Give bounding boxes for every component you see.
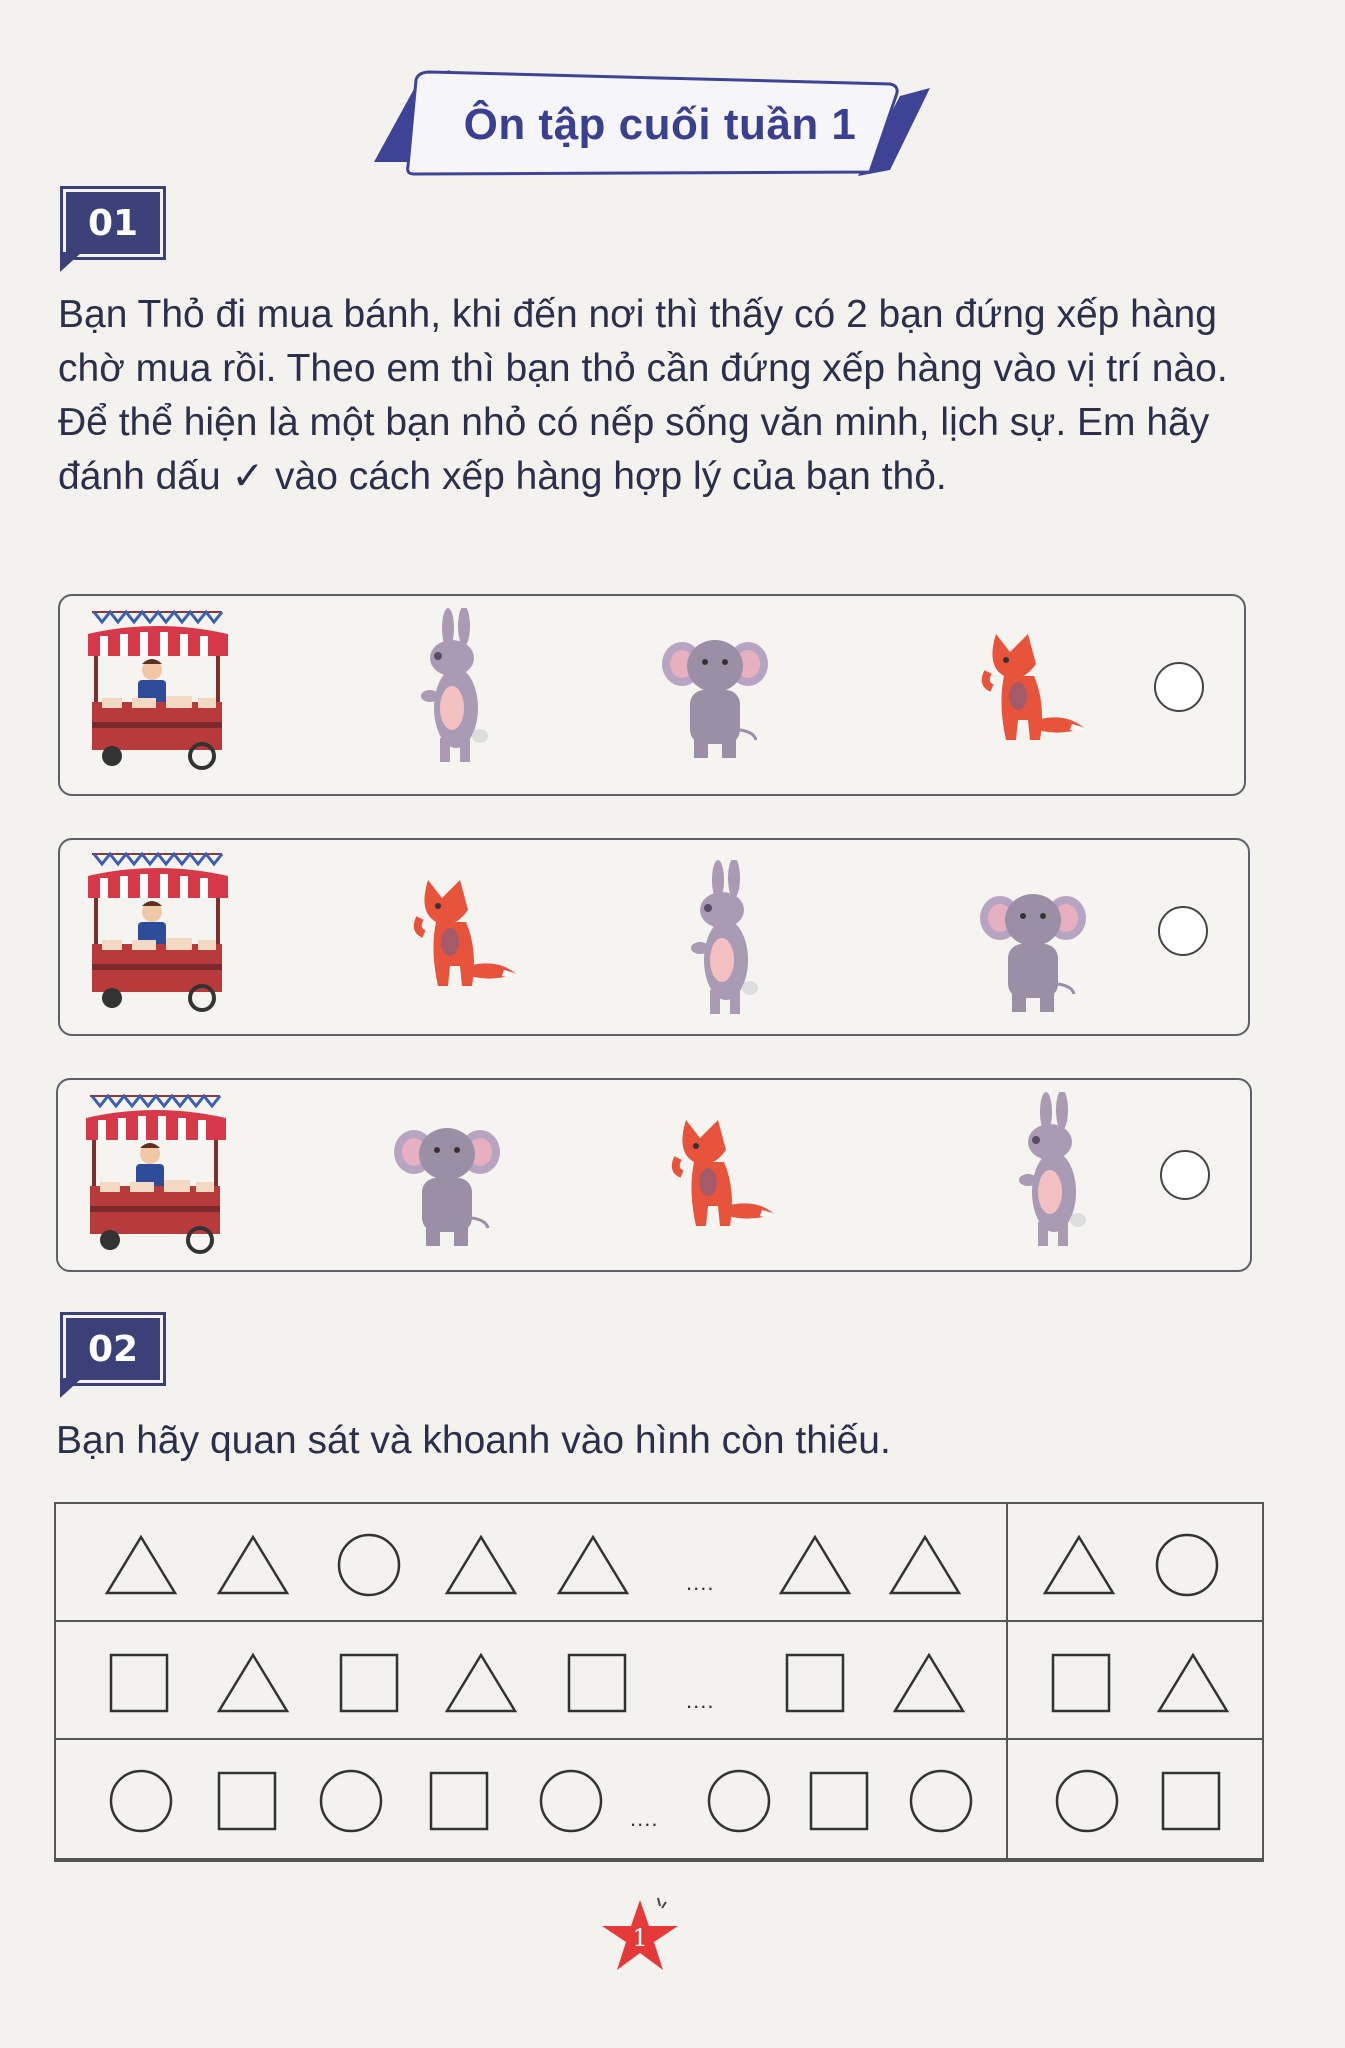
section-number: 01 [60,186,166,260]
triangle-shape [104,1534,178,1596]
badge-tail [60,1378,82,1398]
badge-tail [60,252,82,272]
pattern-row-3 [56,1740,1262,1860]
option-3-checkbox[interactable] [1160,1150,1210,1200]
circle-shape [538,1768,604,1834]
square-shape [108,1652,170,1714]
pattern-row-1 [56,1504,1262,1622]
triangle-shape [216,1652,290,1714]
square-shape [338,1652,400,1714]
choice-square[interactable] [1050,1652,1112,1714]
choice-circle[interactable] [1054,1768,1120,1834]
triangle-shape [892,1652,966,1714]
rabbit-icon [1008,1092,1098,1252]
missing-blank: .... [630,1806,659,1831]
rabbit-icon [680,860,770,1020]
answer-column-divider [1006,1504,1008,1860]
circle-shape [908,1768,974,1834]
section-number: 02 [60,1312,166,1386]
elephant-icon [660,630,770,760]
triangle-shape [778,1534,852,1596]
section-01-badge [56,186,166,276]
missing-blank: .... [686,1570,715,1595]
option-2-checkbox[interactable] [1158,906,1208,956]
page-title: Ôn tập cuối tuần 1 [463,100,857,149]
elephant-icon [392,1118,502,1248]
section-01-instruction: Bạn Thỏ đi mua bánh, khi đến nơi thì thấy có 2 bạn đứng xếp hàng chờ mua rồi. Theo em thì bạn thỏ cần đứng xếp hàng vào vị trí nào. Để thể hiện là một bạn nhỏ có nếp sống văn minh, lịch sự. Em hãy đánh dấu ✓ vào cách xếp hàng hợp lý của bạn thỏ. [58,293,1228,498]
fox-icon [666,1110,786,1240]
square-shape [566,1652,628,1714]
square-shape [808,1770,870,1832]
choice-triangle[interactable] [1042,1534,1116,1596]
queue-option-1 [58,594,1246,796]
fox-icon [976,624,1096,754]
triangle-shape [444,1652,518,1714]
triangle-shape [216,1534,290,1596]
food-stall-icon [82,846,232,1016]
fox-icon [408,870,528,1000]
title-banner [370,66,940,184]
circle-shape [108,1768,174,1834]
page-number: 1 [632,1924,648,1952]
triangle-shape [556,1534,630,1596]
choice-square[interactable] [1160,1770,1222,1832]
triangle-shape [444,1534,518,1596]
circle-shape [336,1532,402,1598]
elephant-icon [978,884,1088,1014]
square-shape [784,1652,846,1714]
pattern-row-2 [56,1622,1262,1740]
shape-pattern-table [54,1502,1264,1862]
section-02-instruction: Bạn hãy quan sát và khoanh vào hình còn thiếu. [56,1419,891,1462]
square-shape [428,1770,490,1832]
queue-option-3 [56,1078,1252,1272]
triangle-shape [888,1534,962,1596]
choice-triangle[interactable] [1156,1652,1230,1714]
circle-shape [318,1768,384,1834]
missing-blank: .... [686,1688,715,1713]
queue-option-2 [58,838,1250,1036]
choice-circle[interactable] [1154,1532,1220,1598]
square-shape [216,1770,278,1832]
food-stall-icon [80,1088,230,1258]
section-02-badge [56,1312,166,1402]
food-stall-icon [82,604,232,774]
circle-shape [706,1768,772,1834]
option-1-checkbox[interactable] [1154,662,1204,712]
rabbit-icon [410,608,500,768]
